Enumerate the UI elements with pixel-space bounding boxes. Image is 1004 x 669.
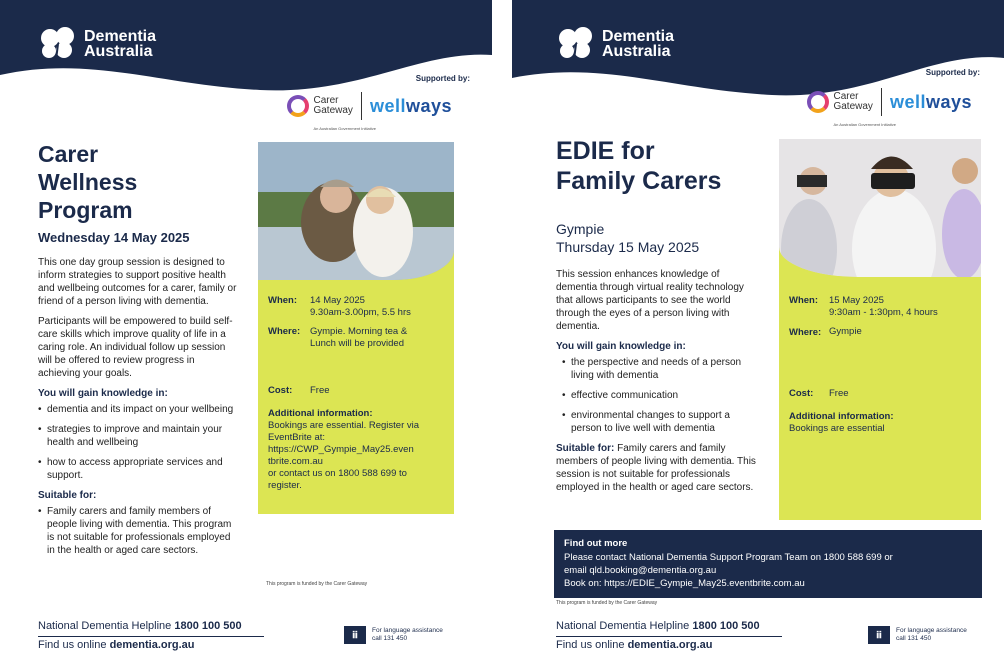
list-item: • effective communication	[562, 389, 756, 402]
cost-value: Free	[310, 385, 330, 396]
dementia-australia-logo	[38, 26, 156, 62]
when-values	[310, 295, 411, 319]
cost-label: Cost:	[789, 388, 814, 399]
cg-sub: An Australian Government Initiative	[833, 122, 896, 127]
location: Gympie	[556, 221, 605, 237]
online-url[interactable]: dementia.org.au	[627, 639, 713, 651]
wellways-a: well	[889, 91, 926, 112]
additional-line: register.	[268, 480, 302, 491]
program-date: Wednesday 14 May 2025	[38, 230, 190, 245]
sponsor-logos	[287, 92, 452, 131]
additional-info	[268, 408, 448, 492]
sponsor-logos	[807, 88, 972, 127]
list-item: • environmental changes to support a person to live well with dementia	[562, 409, 756, 435]
wellways-logo	[890, 92, 972, 113]
when-date: 14 May 2025	[310, 295, 365, 306]
vr-headset-photo	[779, 139, 981, 277]
where-row	[789, 327, 821, 339]
additional-heading: Additional information:	[268, 408, 373, 419]
dementia-australia-logo	[556, 26, 674, 62]
find-us-online	[556, 639, 713, 651]
details-panel	[258, 142, 454, 514]
interpreter-icon: ⅲ	[868, 626, 890, 644]
logo-line1: Dementia	[84, 28, 157, 45]
helpline-label: National Dementia Helpline	[38, 620, 172, 632]
find-us-online	[38, 639, 195, 651]
knowledge-heading: You will gain knowledge in:	[38, 388, 168, 399]
title-line: Family Carers	[556, 167, 722, 195]
divider	[556, 636, 782, 637]
wellways-b: ways	[925, 91, 972, 112]
where-line2: Lunch will be provided	[310, 338, 405, 349]
helpline-number: 1800 100 500	[692, 620, 760, 632]
additional-line: Bookings are essential	[789, 423, 885, 434]
supported-by-label: Supported by:	[415, 74, 470, 83]
photo-illustration	[779, 139, 981, 277]
wellways-b: ways	[405, 95, 452, 116]
supported-by-label: Supported by:	[925, 68, 980, 77]
cg-sub: An Australian Government Initiative	[313, 126, 376, 131]
program-title	[38, 140, 137, 224]
where-value: Gympie	[829, 326, 862, 337]
cost-value: Free	[829, 388, 849, 399]
email-link[interactable]: email qld.booking@dementia.org.au	[564, 565, 717, 576]
wellways-logo	[370, 96, 452, 117]
knowledge-list	[38, 403, 238, 482]
suitable-text: Family carers and family members of people living with dementia. This session is not suitable for professionals employed in the health or aged care sectors.	[556, 443, 756, 493]
additional-line: EventBrite at:	[268, 432, 326, 443]
title-line: Wellness	[38, 169, 138, 195]
knowledge-heading: You will gain knowledge in:	[556, 341, 686, 352]
participants-paragraph: Participants will be empowered to build self-care skills which improve quality of life in a caring role. An individual follow up session will be offered to review progress in achieving your goals.	[38, 316, 233, 379]
body-content	[38, 256, 238, 564]
flyer-carer-wellness	[0, 0, 492, 669]
eventbrite-link[interactable]: https://CWP_Gympie_May25.even	[268, 444, 414, 455]
cg-line2: Gateway	[833, 101, 873, 112]
where-label: Where:	[268, 326, 301, 337]
logo-line1: Dementia	[602, 28, 675, 45]
flower-icon	[38, 26, 78, 62]
photo-illustration	[258, 142, 454, 280]
when-row	[268, 295, 297, 307]
lang-line2: call 131 450	[896, 635, 932, 642]
helpline-label: National Dementia Helpline	[556, 620, 690, 632]
when-time: 9.30am-3.00pm, 5.5 hrs	[310, 307, 411, 318]
suitable-heading: Suitable for:	[556, 443, 615, 454]
list-item: • Family carers and family members of people living with dementia. This program is not suitable for professionals employed in the health or aged care sectors.	[38, 505, 238, 557]
program-title	[556, 136, 721, 196]
wellways-a: well	[369, 95, 406, 116]
eventbrite-link[interactable]: tbrite.com.au	[268, 456, 323, 467]
interpreter-icon: ⅲ	[344, 626, 366, 644]
flyer-edie	[512, 0, 1004, 669]
body-content	[556, 268, 756, 494]
language-assistance	[344, 626, 443, 644]
cost-row	[789, 388, 813, 400]
logo-line2: Australia	[84, 43, 153, 60]
helpline-number: 1800 100 500	[174, 620, 242, 632]
list-item: • how to access appropriate services and support.	[38, 456, 238, 482]
online-label: Find us online	[556, 639, 625, 651]
list-item: • dementia and its impact on your wellbeing	[38, 403, 238, 416]
helpline	[38, 620, 242, 632]
helpline	[556, 620, 760, 632]
list-item: • strategies to improve and maintain your health and wellbeing	[38, 423, 238, 449]
program-date: Thursday 15 May 2025	[556, 239, 700, 255]
where-values	[310, 326, 407, 350]
booking-link[interactable]: Book on: https://EDIE_Gympie_May25.eventbrite.com.au	[564, 578, 805, 589]
carer-gateway-icon	[287, 95, 309, 117]
suitable-heading: Suitable for:	[38, 490, 97, 501]
online-url[interactable]: dementia.org.au	[109, 639, 195, 651]
where-row	[268, 326, 300, 338]
funded-note: This program is funded by the Carer Gateway	[556, 600, 658, 606]
lang-line1: For language assistance	[372, 627, 443, 634]
flower-icon	[556, 26, 596, 62]
divider	[38, 636, 264, 637]
online-label: Find us online	[38, 639, 107, 651]
when-row	[789, 295, 818, 307]
additional-line: Bookings are essential. Register via	[268, 420, 420, 431]
cg-line2: Gateway	[313, 105, 353, 116]
additional-line: or contact us on 1800 588 699 to	[268, 468, 407, 479]
suitable-list	[38, 505, 238, 557]
logo-line2: Australia	[602, 43, 671, 60]
additional-heading: Additional information:	[789, 411, 894, 422]
cg-line1: Carer	[833, 91, 859, 102]
title-line: Program	[38, 197, 133, 223]
funded-note: This program is funded by the Carer Gateway	[266, 581, 368, 587]
when-time: 9:30am - 1:30pm, 4 hours	[829, 307, 938, 318]
findout-text	[564, 551, 974, 590]
when-label: When:	[789, 295, 819, 306]
findout-heading: Find out more	[564, 538, 628, 549]
intro-paragraph: This session enhances knowledge of dementia through virtual reality technology that allows participants to see the world through the eyes of a person living with dementia.	[556, 269, 744, 332]
couple-photo	[258, 142, 454, 280]
additional-info	[789, 411, 894, 435]
logo-divider	[361, 92, 362, 120]
lang-line2: call 131 450	[372, 635, 408, 642]
cost-row	[268, 385, 292, 397]
where-line1: Gympie. Morning tea &	[310, 326, 408, 337]
carer-gateway-icon	[807, 91, 829, 113]
logo-divider	[881, 88, 882, 116]
title-line: EDIE for	[556, 137, 655, 165]
location-date	[556, 220, 699, 256]
when-label: When:	[268, 295, 298, 306]
when-values	[829, 295, 938, 319]
details-panel	[779, 139, 981, 520]
knowledge-list	[562, 356, 756, 435]
intro-paragraph: This one day group session is designed to inform strategies to support positive health and wellbeing outcomes for a carer, family or friend of a person living with dementia.	[38, 257, 237, 307]
find-out-more-box	[554, 530, 982, 598]
cg-line1: Carer	[313, 95, 339, 106]
language-assistance	[868, 626, 967, 644]
lang-line1: For language assistance	[896, 627, 967, 634]
findout-line: Please contact National Dementia Support Program Team on 1800 588 699 or	[564, 552, 893, 563]
when-date: 15 May 2025	[829, 295, 884, 306]
list-item: • the perspective and needs of a person living with dementia	[562, 356, 756, 382]
cost-label: Cost:	[268, 385, 293, 396]
where-label: Where:	[789, 327, 822, 338]
title-line: Carer	[38, 141, 99, 167]
